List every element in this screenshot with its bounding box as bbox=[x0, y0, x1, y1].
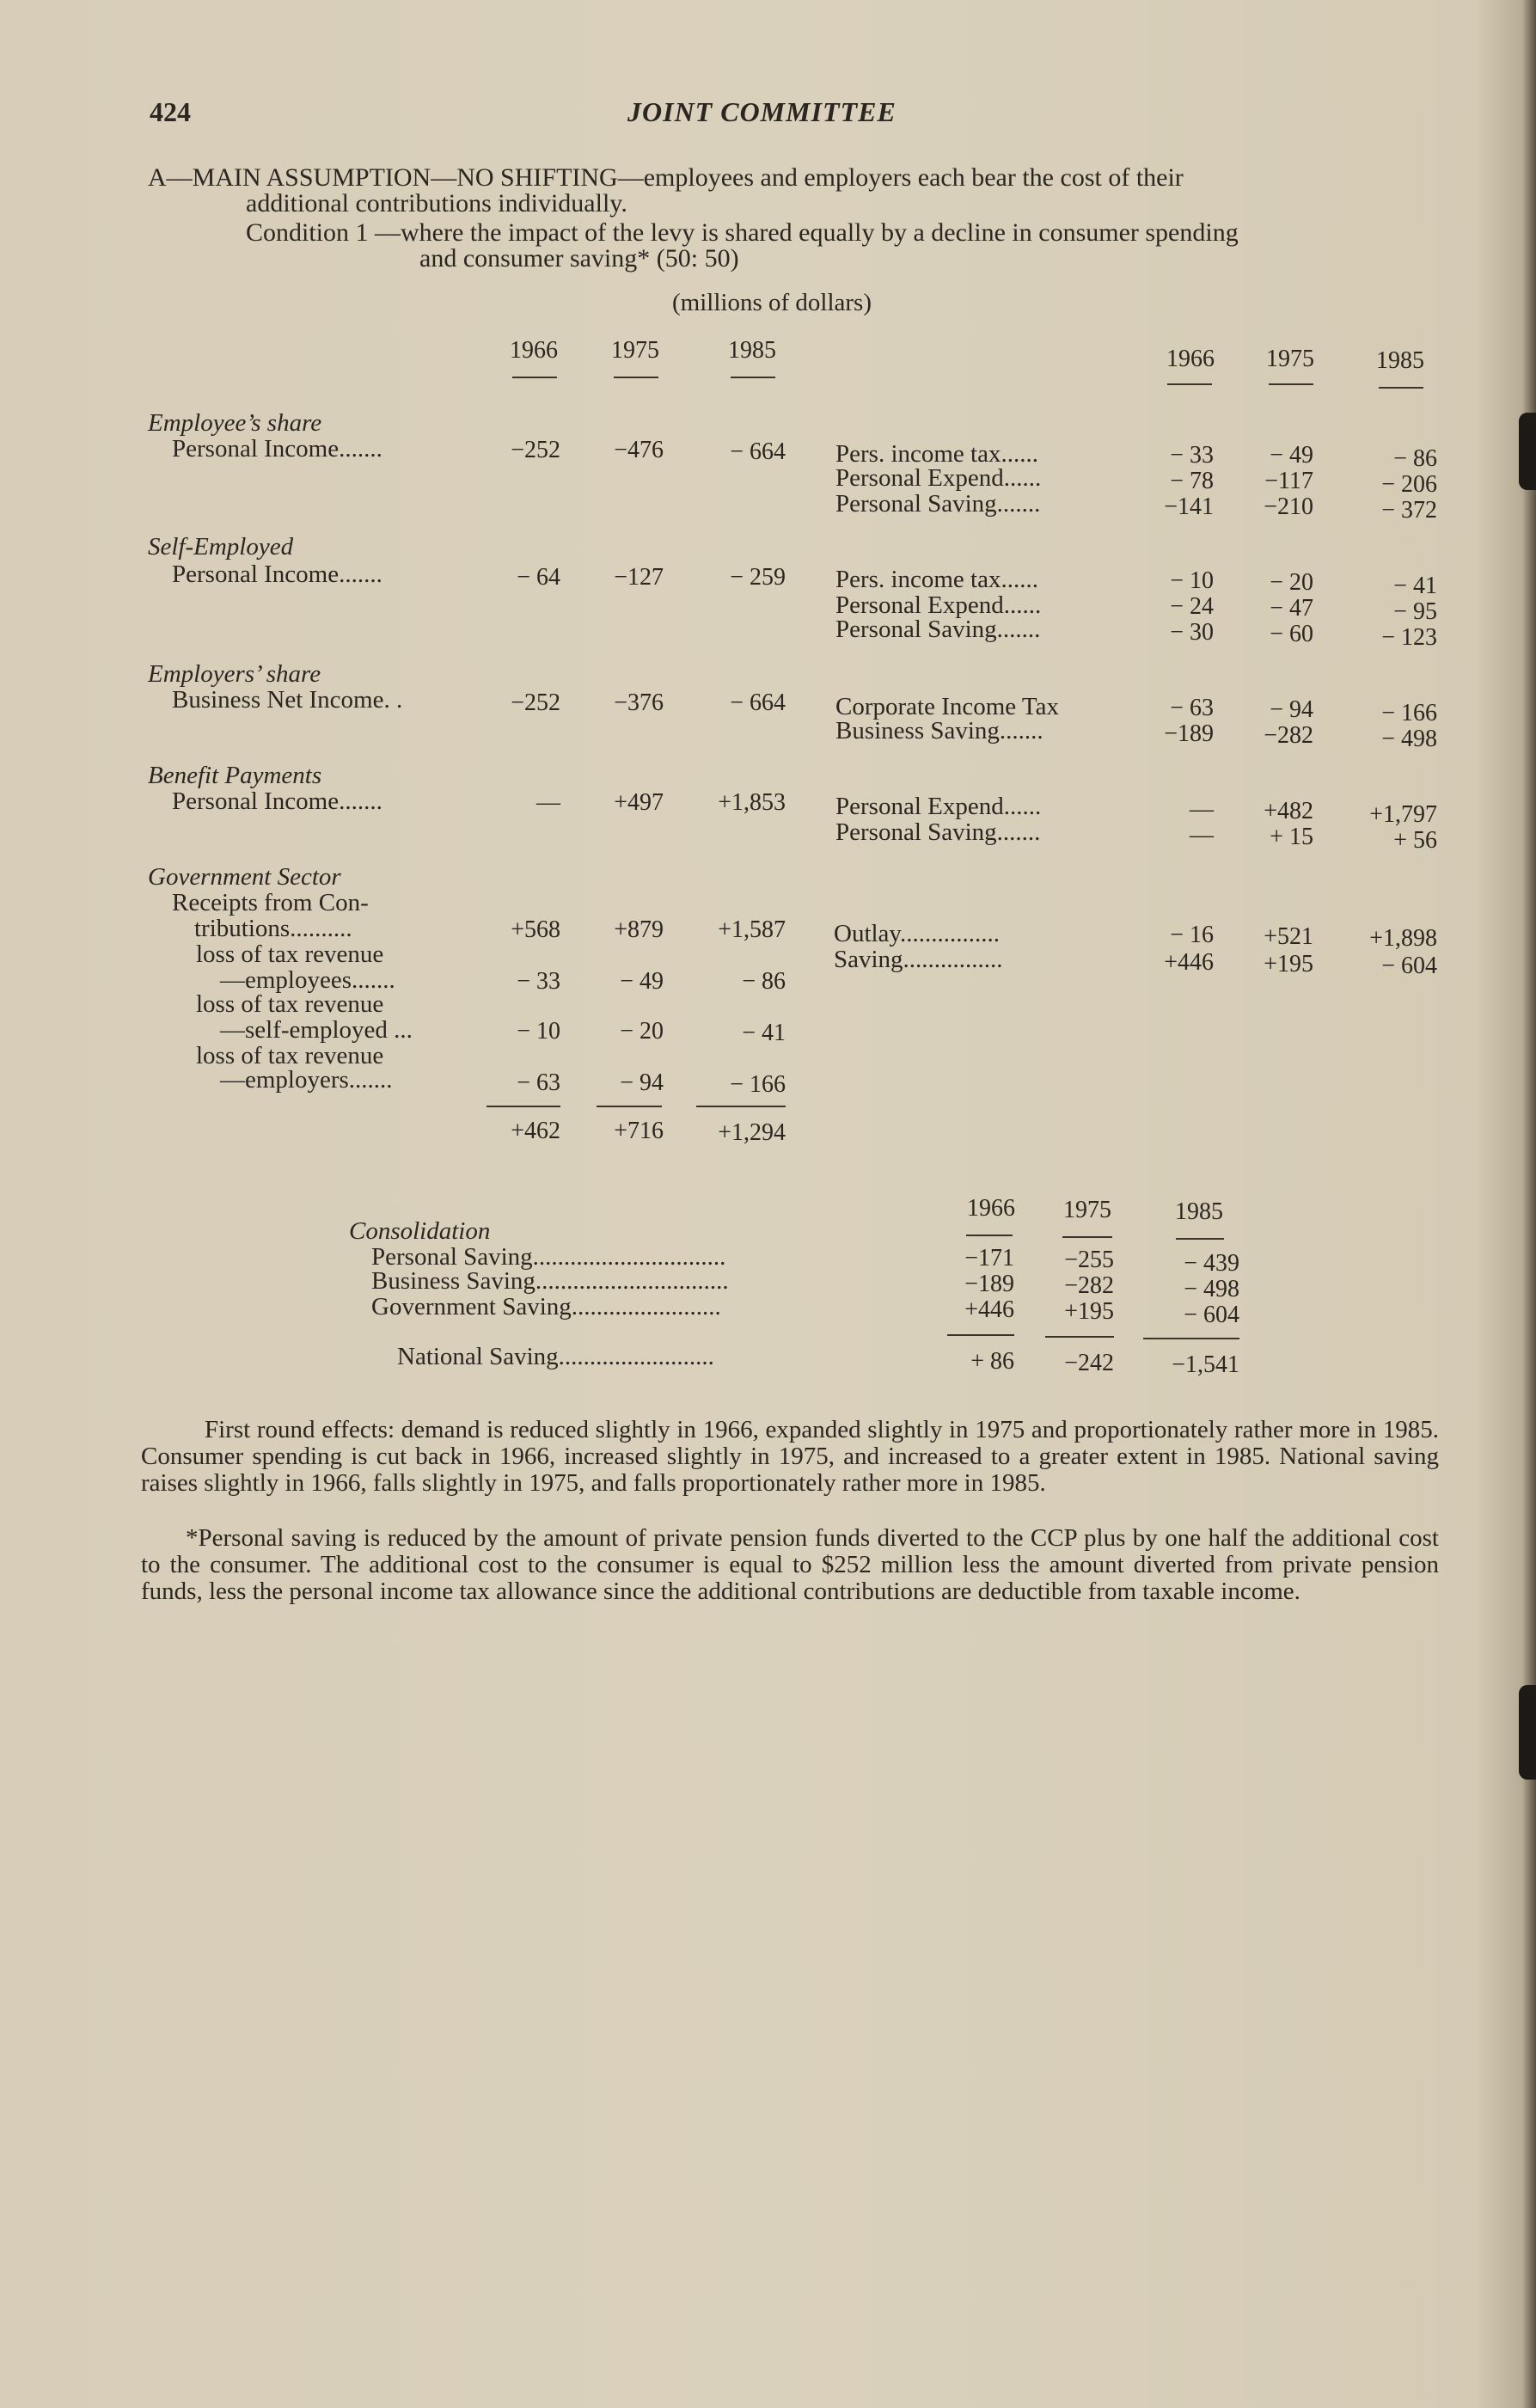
r2-expend-label: Personal Expend...... bbox=[835, 591, 1042, 619]
self-1966: − 64 bbox=[517, 564, 560, 591]
cons-personal-1966: −171 bbox=[964, 1245, 1014, 1271]
gov-total-1975: +716 bbox=[614, 1118, 664, 1144]
employee-1966: −252 bbox=[511, 437, 560, 463]
r1-expend-1985: − 206 bbox=[1381, 471, 1437, 498]
r3-business-saving-1975: −282 bbox=[1264, 722, 1313, 749]
self-personal-income-label: Personal Income....... bbox=[172, 561, 382, 588]
r4-expend-label: Personal Expend...... bbox=[835, 793, 1042, 820]
national-saving-1966: + 86 bbox=[970, 1348, 1014, 1375]
left-year-1966: 1966 bbox=[510, 337, 558, 364]
loss-self-label-1: loss of tax revenue bbox=[196, 990, 384, 1018]
loss-employers-label-2: —employers....... bbox=[220, 1066, 393, 1094]
receipts-label-2: tributions.......... bbox=[194, 915, 352, 942]
r5-saving-1966: +446 bbox=[1164, 949, 1214, 976]
gov-total-1966: +462 bbox=[511, 1118, 560, 1144]
loss-employers-1966: − 63 bbox=[517, 1069, 560, 1096]
employee-personal-income-label: Personal Income....... bbox=[172, 435, 382, 463]
business-net-income-label: Business Net Income. . bbox=[172, 686, 403, 714]
cons-personal-1975: −255 bbox=[1064, 1247, 1114, 1273]
page-number: 424 bbox=[150, 96, 191, 127]
binding-clip-bottom bbox=[1519, 1685, 1536, 1780]
r4-saving-label: Personal Saving....... bbox=[835, 818, 1041, 846]
assumption-line-2: additional contributions individually. bbox=[246, 189, 627, 218]
loss-employers-1985: − 166 bbox=[730, 1071, 786, 1098]
loss-self-1966: − 10 bbox=[517, 1018, 560, 1045]
units-caption: (millions of dollars) bbox=[672, 289, 872, 316]
employee-1985: − 664 bbox=[730, 438, 786, 465]
r3-corp-tax-1975: − 94 bbox=[1270, 696, 1313, 723]
national-saving-1975: −242 bbox=[1064, 1350, 1114, 1376]
employers-1985: − 664 bbox=[730, 689, 786, 716]
r1-expend-label: Personal Expend...... bbox=[835, 464, 1042, 492]
condition-line-2: and consumer saving* (50: 50) bbox=[419, 244, 739, 273]
r2-saving-1975: − 60 bbox=[1270, 621, 1313, 647]
self-1985: − 259 bbox=[730, 564, 786, 591]
r2-income-tax-1966: − 10 bbox=[1170, 567, 1214, 594]
cons-government-1985: − 604 bbox=[1184, 1302, 1239, 1328]
r1-saving-label: Personal Saving....... bbox=[835, 490, 1041, 518]
loss-employees-1985: − 86 bbox=[742, 968, 786, 995]
benefit-payments-heading: Benefit Payments bbox=[148, 762, 322, 789]
cons-year-1985: 1985 bbox=[1175, 1198, 1223, 1225]
receipts-1966: +568 bbox=[511, 916, 560, 943]
benefit-personal-income-label: Personal Income....... bbox=[172, 787, 382, 815]
r1-income-tax-1985: − 86 bbox=[1393, 445, 1437, 472]
self-employed-heading: Self-Employed bbox=[148, 533, 294, 561]
employers-share-heading: Employers’ share bbox=[148, 660, 321, 688]
r5-saving-label: Saving................ bbox=[834, 946, 1003, 973]
gov-total-1985: +1,294 bbox=[718, 1119, 786, 1146]
cons-year-1966: 1966 bbox=[967, 1195, 1015, 1222]
loss-employees-1975: − 49 bbox=[620, 968, 664, 995]
r4-saving-1975: + 15 bbox=[1270, 824, 1313, 850]
binding-clip-top bbox=[1519, 413, 1536, 490]
r1-income-tax-1966: − 33 bbox=[1170, 442, 1214, 469]
r4-saving-1966: — bbox=[1190, 822, 1214, 849]
employers-1966: −252 bbox=[511, 689, 560, 716]
consolidation-heading: Consolidation bbox=[349, 1217, 491, 1245]
loss-self-1985: − 41 bbox=[742, 1020, 786, 1046]
condition-line-1: Condition 1 —where the impact of the levy is shared equally by a decline in consumer spending bbox=[246, 218, 1239, 247]
cons-government-saving-label: Government Saving........................ bbox=[371, 1293, 721, 1320]
right-year-1975: 1975 bbox=[1266, 346, 1314, 372]
cons-business-saving-label: Business Saving............................... bbox=[371, 1267, 729, 1295]
r3-business-saving-1985: − 498 bbox=[1381, 726, 1437, 752]
employee-1975: −476 bbox=[614, 437, 664, 463]
r5-outlay-1985: +1,898 bbox=[1369, 925, 1437, 952]
r1-income-tax-1975: − 49 bbox=[1270, 442, 1313, 469]
cons-year-1975: 1975 bbox=[1063, 1197, 1111, 1223]
national-saving-label: National Saving......................... bbox=[397, 1343, 714, 1370]
footnote-paragraph: *Personal saving is reduced by the amount of private pension funds diverted to the CCP plus by one half the additional cost to the consumer. The additional cost to the consumer is equal to $252 million less the amount diverted from private pension funds, less the personal income tax allowance since the additional contributions are deductible from taxable income. bbox=[141, 1524, 1439, 1605]
assumption-line-1: A—MAIN ASSUMPTION—NO SHIFTING—employees and employers each bear the cost of their bbox=[148, 163, 1184, 192]
cons-government-1975: +195 bbox=[1064, 1298, 1114, 1325]
loss-employees-label-2: —employees....... bbox=[220, 966, 395, 994]
cons-business-1975: −282 bbox=[1064, 1272, 1114, 1299]
loss-self-label-2: —self-employed ... bbox=[220, 1016, 413, 1044]
r2-expend-1975: − 47 bbox=[1270, 595, 1313, 622]
r1-expend-1975: −117 bbox=[1264, 468, 1313, 494]
r1-saving-1975: −210 bbox=[1264, 493, 1313, 520]
cons-government-1966: +446 bbox=[964, 1296, 1014, 1323]
r3-business-saving-label: Business Saving....... bbox=[835, 717, 1043, 744]
right-year-1985: 1985 bbox=[1376, 347, 1424, 374]
r3-corp-tax-1966: − 63 bbox=[1170, 695, 1214, 721]
loss-employees-label-1: loss of tax revenue bbox=[196, 941, 384, 968]
r2-income-tax-1975: − 20 bbox=[1270, 569, 1313, 596]
national-saving-1985: −1,541 bbox=[1172, 1351, 1239, 1378]
r2-saving-1966: − 30 bbox=[1170, 619, 1214, 646]
cons-business-1966: −189 bbox=[964, 1271, 1014, 1297]
r4-saving-1985: + 56 bbox=[1393, 827, 1437, 854]
cons-personal-saving-label: Personal Saving............................... bbox=[371, 1243, 726, 1271]
r4-expend-1985: +1,797 bbox=[1369, 801, 1437, 828]
r5-outlay-1975: +521 bbox=[1264, 923, 1313, 950]
loss-self-1975: − 20 bbox=[620, 1018, 664, 1045]
r1-expend-1966: − 78 bbox=[1170, 468, 1214, 494]
r3-corp-tax-label: Corporate Income Tax bbox=[835, 693, 1059, 720]
left-year-1985: 1985 bbox=[728, 337, 776, 364]
loss-employers-label-1: loss of tax revenue bbox=[196, 1042, 384, 1069]
employers-1975: −376 bbox=[614, 689, 664, 716]
r1-saving-1966: −141 bbox=[1164, 493, 1214, 520]
benefit-1975: +497 bbox=[614, 789, 664, 816]
receipts-label-1: Receipts from Con- bbox=[172, 889, 369, 916]
benefit-1966: — bbox=[536, 789, 560, 816]
cons-personal-1985: − 439 bbox=[1184, 1250, 1239, 1277]
receipts-1985: +1,587 bbox=[718, 916, 786, 943]
government-sector-heading: Government Sector bbox=[148, 863, 341, 891]
benefit-1985: +1,853 bbox=[718, 789, 786, 816]
r2-income-tax-label: Pers. income tax...... bbox=[835, 566, 1038, 593]
r1-income-tax-label: Pers. income tax...... bbox=[835, 440, 1038, 468]
loss-employees-1966: − 33 bbox=[517, 968, 560, 995]
r2-expend-1966: − 24 bbox=[1170, 593, 1214, 620]
r4-expend-1975: +482 bbox=[1264, 798, 1313, 824]
r5-saving-1985: − 604 bbox=[1381, 953, 1437, 979]
r2-saving-label: Personal Saving....... bbox=[835, 616, 1041, 643]
cons-business-1985: − 498 bbox=[1184, 1276, 1239, 1302]
book-spine-shadow bbox=[1524, 0, 1536, 2408]
receipts-1975: +879 bbox=[614, 916, 664, 943]
r3-corp-tax-1985: − 166 bbox=[1381, 700, 1437, 726]
r2-income-tax-1985: − 41 bbox=[1393, 573, 1437, 599]
self-1975: −127 bbox=[614, 564, 664, 591]
r2-saving-1985: − 123 bbox=[1381, 624, 1437, 651]
r1-saving-1985: − 372 bbox=[1381, 497, 1437, 524]
r3-business-saving-1966: −189 bbox=[1164, 720, 1214, 747]
r5-outlay-label: Outlay................ bbox=[834, 920, 1001, 947]
right-year-1966: 1966 bbox=[1166, 346, 1215, 372]
first-round-effects-paragraph: First round effects: demand is reduced slightly in 1966, expanded slightly in 1975 and proportionately rather more in 1985. Consumer spending is cut back in 1966, increased slightly in 1975, and increased to a greater extent in 1985. National saving raises slightly in 1966, falls slightly in 1975, and falls proportionately rather more in 1985. bbox=[141, 1416, 1439, 1497]
r5-saving-1975: +195 bbox=[1264, 951, 1313, 977]
r5-outlay-1966: − 16 bbox=[1170, 922, 1214, 948]
r2-expend-1985: − 95 bbox=[1393, 598, 1437, 625]
loss-employers-1975: − 94 bbox=[620, 1069, 664, 1096]
r4-expend-1966: — bbox=[1190, 796, 1214, 823]
left-year-1975: 1975 bbox=[611, 337, 659, 364]
employee-share-heading: Employee’s share bbox=[148, 409, 322, 437]
running-title: JOINT COMMITTEE bbox=[627, 96, 897, 127]
